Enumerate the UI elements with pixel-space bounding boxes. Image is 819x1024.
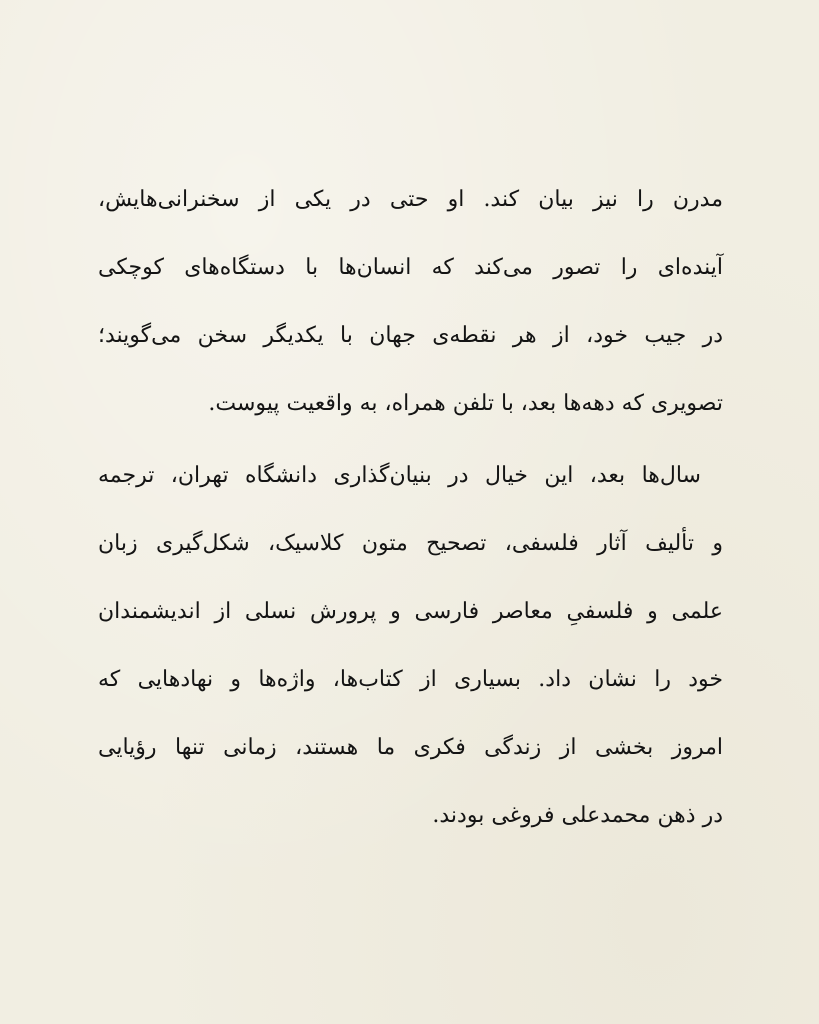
text-line: خود را نشان داد. بسیاری از کتاب‌ها، واژه‌ها و نهادهایی که: [98, 667, 723, 692]
text-line: در جیب خود، از هر نقطه‌ی جهان با یکدیگر سخن می‌گویند؛: [98, 323, 723, 348]
text-line: امروز بخشی از زندگی فکری ما هستند، زمانی تنها رؤیایی: [98, 735, 723, 760]
text-line: و تألیف آثار فلسفی، تصحیح متون کلاسیک، شکل‌گیری زبان: [98, 531, 723, 556]
text-line: علمی و فلسفیِ معاصر فارسی و پرورش نسلی از اندیشمندان: [98, 599, 723, 624]
paragraph-2: [98, 446, 723, 854]
paragraph-1: [98, 170, 723, 442]
text-line: در ذهن محمدعلی فروغی بودند.: [432, 803, 723, 828]
body-text: [98, 170, 723, 854]
text-line: آینده‌ای را تصور می‌کند که انسان‌ها با دستگاه‌های کوچکی: [98, 255, 723, 280]
text-line: سال‌ها بعد، این خیال در بنیان‌گذاری دانشگاه تهران، ترجمه: [98, 463, 701, 488]
text-line: تصویری که دهه‌ها بعد، با تلفن همراه، به واقعیت پیوست.: [208, 391, 723, 416]
text-line: مدرن را نیز بیان کند. او حتی در یکی از سخنرانی‌هایش،: [98, 187, 723, 212]
